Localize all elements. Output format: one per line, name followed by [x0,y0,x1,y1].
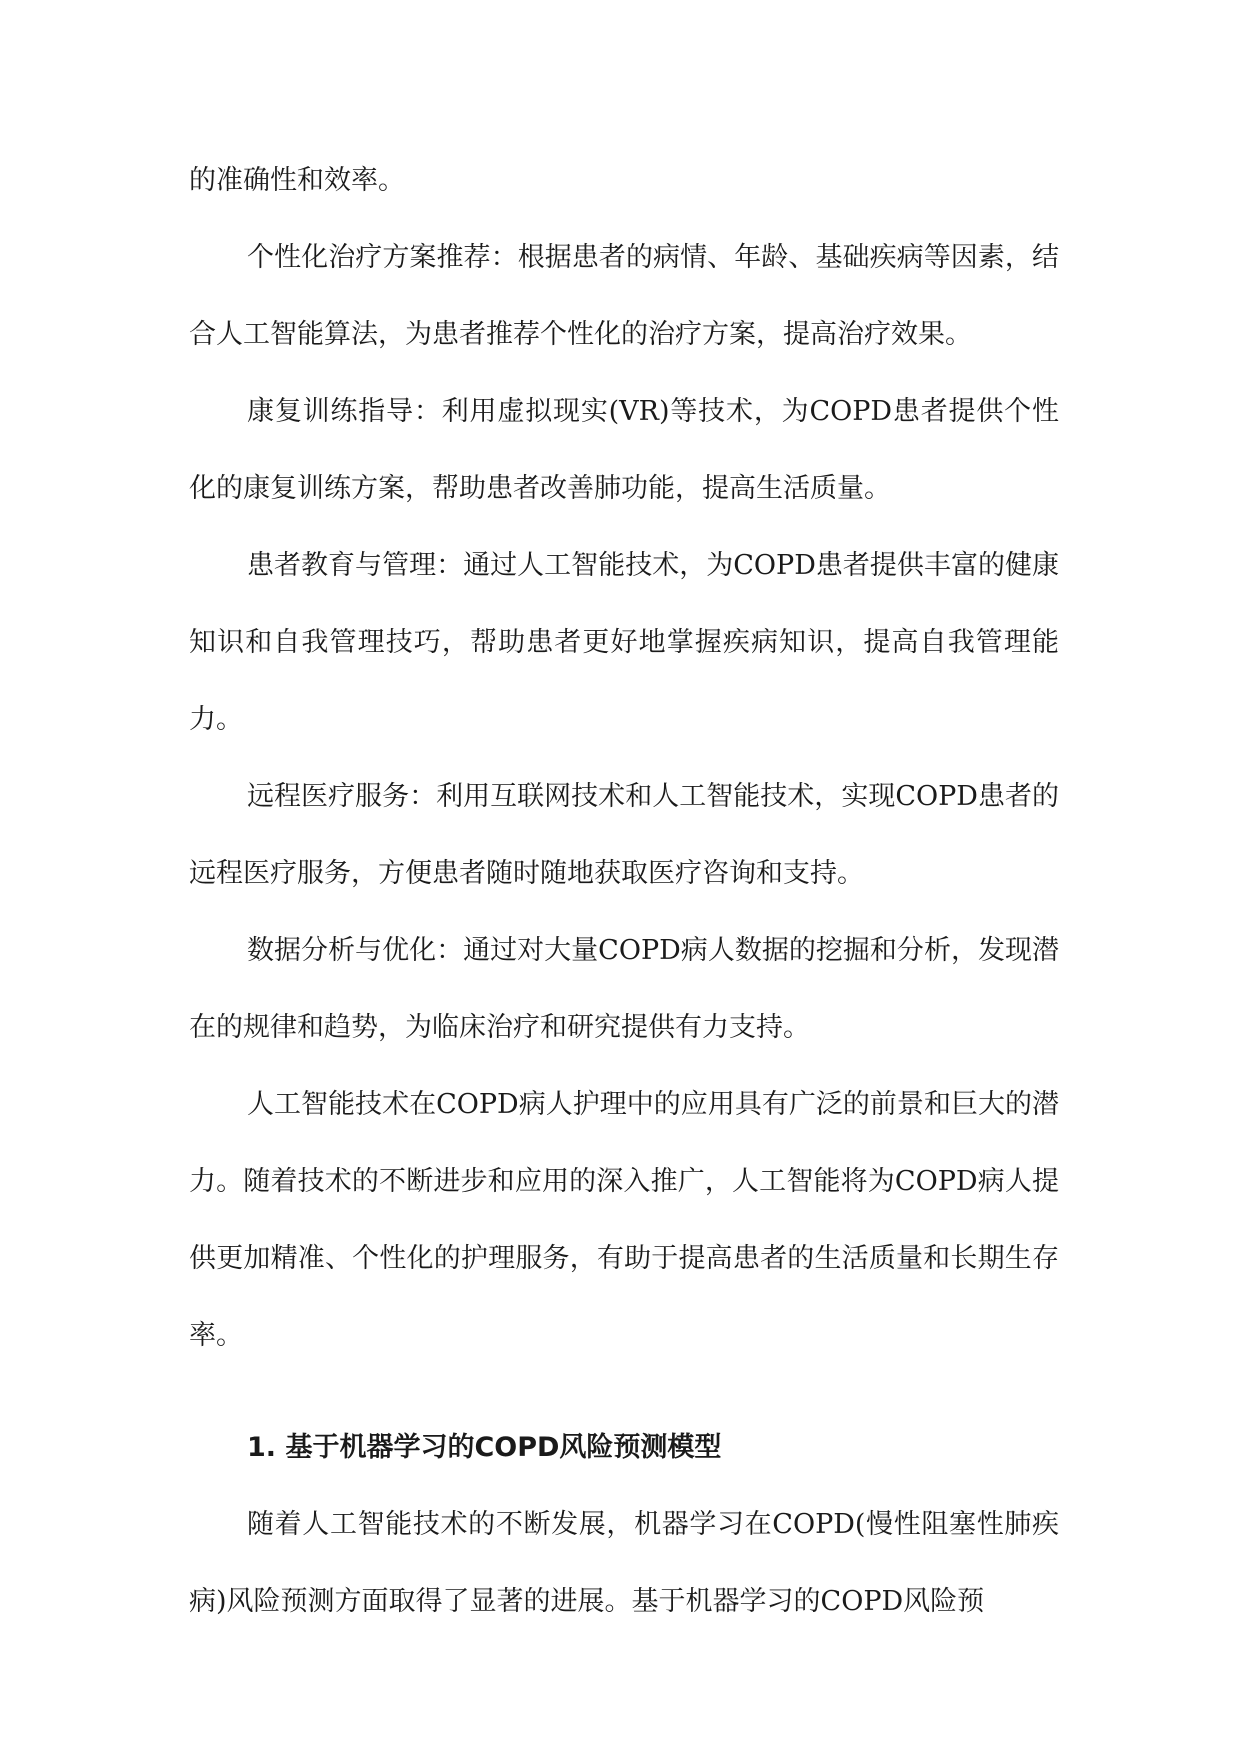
paragraph-data-analysis: 数据分析与优化：通过对大量COPD病人数据的挖掘和分析，发现潜在的规律和趋势，为临床治疗和研究提供有力支持。 [189,935,1059,1043]
section-gap [189,1374,1059,1409]
paragraph-personalized-treatment: 个性化治疗方案推荐：根据患者的病情、年龄、基础疾病等因素，结合人工智能算法，为患者推荐个性化的治疗方案，提高治疗效果。 [189,242,1059,350]
document-body [189,142,1059,1640]
paragraph-summary: 人工智能技术在COPD病人护理中的应用具有广泛的前景和巨大的潜力。随着技术的不断进步和应用的深入推广，人工智能将为COPD病人提供更加精准、个性化的护理服务，有助于提高患者的生活质量和长期生存率。 [189,1089,1059,1351]
section-heading: 1. 基于机器学习的COPD风险预测模型 [247,1432,722,1463]
paragraph-patient-education: 患者教育与管理：通过人工智能技术，为COPD患者提供丰富的健康知识和自我管理技巧，帮助患者更好地掌握疾病知识，提高自我管理能力。 [189,550,1059,735]
paragraph-ml-intro: 随着人工智能技术的不断发展，机器学习在COPD(慢性阻塞性肺疾病)风险预测方面取得了显著的进展。基于机器学习的COPD风险预 [189,1509,1059,1617]
paragraph-remote-medical: 远程医疗服务：利用互联网技术和人工智能技术，实现COPD患者的远程医疗服务，方便患者随时随地获取医疗咨询和支持。 [189,781,1059,889]
paragraph-rehab-guidance: 康复训练指导：利用虚拟现实(VR)等技术，为COPD患者提供个性化的康复训练方案，帮助患者改善肺功能，提高生活质量。 [189,396,1059,504]
paragraph-continuation: 的准确性和效率。 [189,165,405,196]
